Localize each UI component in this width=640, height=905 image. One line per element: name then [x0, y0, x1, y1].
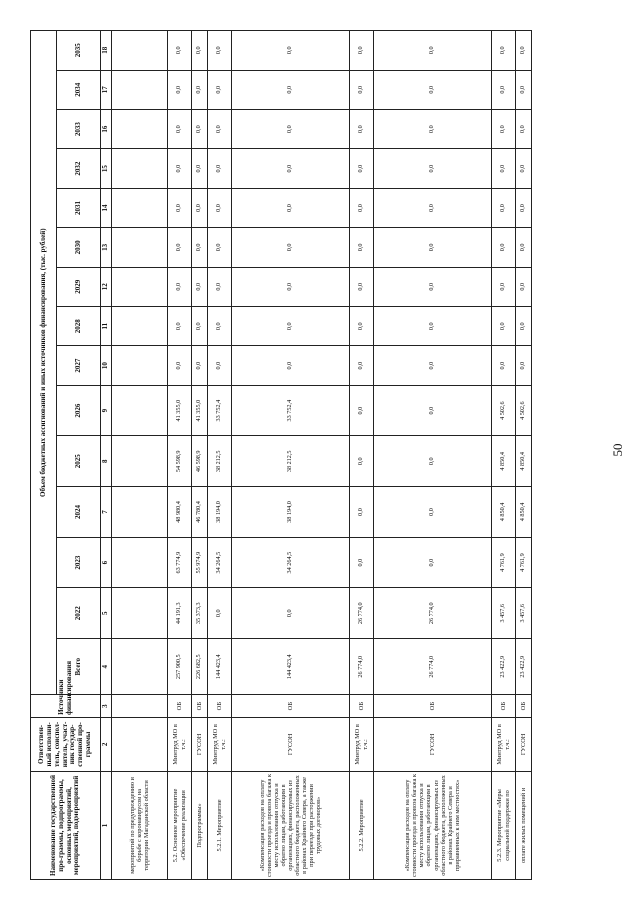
row-responsible-cell: ГУСОН: [192, 717, 208, 771]
row-value-cell: 0,0: [168, 31, 192, 71]
table-row: [232, 31, 350, 880]
table-body: [101, 31, 532, 880]
row-value-cell: 0,0: [208, 70, 232, 109]
row-value-cell: 0,0: [374, 385, 492, 436]
row-value-cell: 4 850,4: [492, 487, 516, 538]
row-value-cell: 0,0: [168, 70, 192, 109]
row-value-cell: 4 850,4: [516, 436, 532, 487]
row-name-cell: оплате жилых помещений и: [516, 771, 532, 879]
row-value-cell: 0,0: [208, 307, 232, 346]
row-responsible-cell: Минтруд МО в т.ч.:: [168, 717, 192, 771]
row-value-cell: 0,0: [492, 31, 516, 71]
column-number: 11: [101, 307, 112, 346]
row-responsible-cell: [112, 717, 168, 771]
row-value-cell: 0,0: [374, 436, 492, 487]
header-year: 2024: [57, 487, 101, 538]
table-row: [168, 31, 192, 880]
row-name-cell: 5.2. Основное мероприятие «Обеспечение реализации: [168, 771, 192, 879]
row-value-cell: 0,0: [516, 188, 532, 227]
header-year: 2031: [57, 188, 101, 227]
row-value-cell: [112, 149, 168, 188]
row-value-cell: 0,0: [374, 228, 492, 267]
row-value-cell: [112, 228, 168, 267]
row-responsible-cell: ГУСОН: [374, 717, 492, 771]
row-value-cell: [112, 70, 168, 109]
row-value-cell: 0,0: [492, 307, 516, 346]
budget-table: [30, 30, 532, 880]
row-value-cell: 0,0: [374, 307, 492, 346]
column-number: 14: [101, 188, 112, 227]
row-name-cell: 5.2.1. Мероприятие: [208, 771, 232, 879]
row-value-cell: 54 598,9: [168, 436, 192, 487]
header-source: Источники финансирования: [31, 695, 101, 718]
column-number: 17: [101, 70, 112, 109]
row-name-cell: «Компенсация расходов на оплату стоимости проезда и провоза багажа к месту использования отпуска и обратно лицам, работающим в организациях, финансируемых из областного бюджета, расположенных в районах Крайнего Севера, а также при переезде при расторжении трудовых договоров»: [232, 771, 350, 879]
row-value-cell: 0,0: [232, 188, 350, 227]
row-value-cell: 0,0: [492, 149, 516, 188]
row-value-cell: 0,0: [192, 346, 208, 385]
row-value-cell: 0,0: [208, 346, 232, 385]
row-value-cell: 0,0: [516, 31, 532, 71]
table-row: [374, 31, 492, 880]
row-value-cell: 144 423,4: [208, 639, 232, 695]
header-name: Наименование государственной про-граммы, подпрограммы, основных мероприятий, мероприятий, подмероприятий: [31, 771, 101, 879]
row-value-cell: 38 194,0: [232, 487, 350, 538]
header-year: 2026: [57, 385, 101, 436]
row-value-cell: 0,0: [168, 188, 192, 227]
row-value-cell: 0,0: [232, 307, 350, 346]
row-value-cell: 0,0: [350, 228, 374, 267]
row-source-cell: ОБ: [374, 695, 492, 718]
row-value-cell: 0,0: [350, 267, 374, 306]
row-value-cell: 0,0: [168, 346, 192, 385]
row-responsible-cell: Минтруд МО в т.ч.:: [208, 717, 232, 771]
row-value-cell: 0,0: [516, 307, 532, 346]
row-value-cell: 0,0: [232, 70, 350, 109]
row-value-cell: 4 850,4: [516, 487, 532, 538]
row-value-cell: 0,0: [516, 70, 532, 109]
row-value-cell: 0,0: [192, 267, 208, 306]
row-value-cell: 0,0: [516, 346, 532, 385]
row-value-cell: 0,0: [192, 307, 208, 346]
row-value-cell: 0,0: [374, 537, 492, 588]
row-value-cell: 41 355,0: [192, 385, 208, 436]
row-value-cell: 0,0: [350, 537, 374, 588]
row-name-cell: «Компенсация расходов на оплату стоимости проезда и провоза багажа к месту использования отпуска и обратно лицам, работающим в организациях, финансируемых из областного бюджета, расположенных в районах Крайнего Севера и приравненных к ним местностях»: [374, 771, 492, 879]
row-value-cell: 0,0: [232, 109, 350, 148]
row-value-cell: 55 974,9: [192, 537, 208, 588]
column-number: 12: [101, 267, 112, 306]
row-value-cell: 0,0: [374, 346, 492, 385]
page-number: 50: [610, 443, 625, 457]
row-value-cell: 0,0: [208, 188, 232, 227]
table-area: [30, 30, 590, 880]
table-row: [192, 31, 208, 880]
row-value-cell: [112, 267, 168, 306]
row-value-cell: 4 502,6: [492, 385, 516, 436]
row-value-cell: 0,0: [350, 149, 374, 188]
row-value-cell: 0,0: [192, 70, 208, 109]
row-value-cell: 0,0: [192, 188, 208, 227]
row-value-cell: 34 264,5: [232, 537, 350, 588]
row-value-cell: 0,0: [232, 588, 350, 639]
row-source-cell: ОБ: [350, 695, 374, 718]
row-value-cell: 23 422,9: [492, 639, 516, 695]
row-value-cell: 46 598,9: [192, 436, 208, 487]
row-value-cell: 0,0: [374, 267, 492, 306]
table-row: [492, 31, 516, 880]
header-year: 2032: [57, 149, 101, 188]
column-number: 8: [101, 436, 112, 487]
row-value-cell: 0,0: [374, 109, 492, 148]
row-value-cell: 0,0: [168, 149, 192, 188]
row-value-cell: 0,0: [192, 228, 208, 267]
row-value-cell: 0,0: [208, 267, 232, 306]
row-source-cell: [112, 695, 168, 718]
header-year: 2022: [57, 588, 101, 639]
row-value-cell: [112, 188, 168, 227]
row-value-cell: 0,0: [350, 487, 374, 538]
header-year: 2027: [57, 346, 101, 385]
row-value-cell: 0,0: [232, 346, 350, 385]
row-value-cell: 0,0: [492, 109, 516, 148]
header-total: Всего: [57, 639, 101, 695]
row-value-cell: 33 752,4: [232, 385, 350, 436]
header-year: 2034: [57, 70, 101, 109]
row-name-cell: 5.2.2. Мероприятие: [350, 771, 374, 879]
row-value-cell: 41 355,0: [168, 385, 192, 436]
row-value-cell: 46 780,4: [192, 487, 208, 538]
row-value-cell: 38 194,0: [208, 487, 232, 538]
row-value-cell: 33 752,4: [208, 385, 232, 436]
row-value-cell: 38 212,5: [208, 436, 232, 487]
row-value-cell: 0,0: [492, 346, 516, 385]
row-value-cell: 0,0: [350, 70, 374, 109]
table-row: [350, 31, 374, 880]
column-number: 9: [101, 385, 112, 436]
row-source-cell: ОБ: [516, 695, 532, 718]
row-value-cell: 257 900,5: [168, 639, 192, 695]
table-row: [208, 31, 232, 880]
column-number: 16: [101, 109, 112, 148]
row-value-cell: 35 373,3: [192, 588, 208, 639]
row-value-cell: 0,0: [350, 31, 374, 71]
row-value-cell: 3 457,6: [516, 588, 532, 639]
row-value-cell: [112, 385, 168, 436]
table-row: [516, 31, 532, 880]
row-value-cell: 0,0: [374, 70, 492, 109]
row-value-cell: 0,0: [492, 228, 516, 267]
column-number: 2: [101, 717, 112, 771]
header-year: 2028: [57, 307, 101, 346]
row-value-cell: 4 502,6: [516, 385, 532, 436]
row-value-cell: [112, 639, 168, 695]
row-value-cell: [112, 346, 168, 385]
header-volume: Объем бюджетных ассигнований и иных источников финансирования, (тыс. рублей): [31, 31, 57, 695]
row-value-cell: 0,0: [516, 149, 532, 188]
row-value-cell: 0,0: [350, 346, 374, 385]
row-value-cell: 0,0: [516, 109, 532, 148]
column-number: 4: [101, 639, 112, 695]
row-value-cell: [112, 588, 168, 639]
row-value-cell: 0,0: [192, 149, 208, 188]
row-name-cell: Подпрограммы»: [192, 771, 208, 879]
row-value-cell: 0,0: [350, 436, 374, 487]
row-value-cell: 226 682,5: [192, 639, 208, 695]
row-value-cell: 0,0: [350, 188, 374, 227]
row-value-cell: 23 422,9: [516, 639, 532, 695]
row-value-cell: 0,0: [208, 109, 232, 148]
row-value-cell: 38 212,5: [232, 436, 350, 487]
row-responsible-cell: Минтруд МО в т.ч.:: [492, 717, 516, 771]
row-responsible-cell: Минтруд МО в т.ч.:: [350, 717, 374, 771]
row-value-cell: 0,0: [208, 588, 232, 639]
row-value-cell: 0,0: [208, 228, 232, 267]
row-name-cell: мероприятий по предупреждению и борьбе с коронавирусом на территории Магаданской области: [112, 771, 168, 879]
row-value-cell: 0,0: [374, 188, 492, 227]
row-value-cell: 48 980,4: [168, 487, 192, 538]
column-number: 5: [101, 588, 112, 639]
row-value-cell: 3 457,6: [492, 588, 516, 639]
row-value-cell: [112, 436, 168, 487]
row-source-cell: ОБ: [168, 695, 192, 718]
column-number: 1: [101, 771, 112, 879]
row-value-cell: 0,0: [232, 228, 350, 267]
header-responsible: Ответствен-ный исполни-тель, соиспол-нитель, участ-ник государ-ственной про-граммы: [31, 717, 101, 771]
row-value-cell: 63 774,9: [168, 537, 192, 588]
column-number: 13: [101, 228, 112, 267]
row-value-cell: 0,0: [492, 70, 516, 109]
row-value-cell: 44 191,3: [168, 588, 192, 639]
row-source-cell: ОБ: [208, 695, 232, 718]
row-value-cell: [112, 31, 168, 71]
row-value-cell: 0,0: [350, 385, 374, 436]
row-source-cell: ОБ: [492, 695, 516, 718]
row-value-cell: [112, 109, 168, 148]
row-value-cell: 0,0: [350, 109, 374, 148]
column-number: 7: [101, 487, 112, 538]
row-value-cell: 0,0: [192, 109, 208, 148]
rotated-sheet: [30, 30, 590, 880]
row-value-cell: 0,0: [192, 31, 208, 71]
column-number: 6: [101, 537, 112, 588]
row-value-cell: 0,0: [208, 31, 232, 71]
row-source-cell: ОБ: [192, 695, 208, 718]
table-row: [112, 31, 168, 880]
row-value-cell: 4 761,9: [492, 537, 516, 588]
row-value-cell: 0,0: [208, 149, 232, 188]
header-year: 2023: [57, 537, 101, 588]
row-value-cell: 0,0: [492, 267, 516, 306]
row-value-cell: 34 264,5: [208, 537, 232, 588]
column-number: 18: [101, 31, 112, 71]
row-value-cell: 0,0: [516, 228, 532, 267]
row-value-cell: 0,0: [168, 228, 192, 267]
row-value-cell: 0,0: [232, 149, 350, 188]
row-value-cell: 0,0: [350, 307, 374, 346]
row-value-cell: 26 774,0: [350, 639, 374, 695]
column-number-row: [101, 31, 112, 880]
row-value-cell: 0,0: [168, 267, 192, 306]
row-value-cell: 26 774,0: [374, 639, 492, 695]
row-value-cell: [112, 307, 168, 346]
row-value-cell: [112, 537, 168, 588]
row-value-cell: 4 850,4: [492, 436, 516, 487]
column-number: 10: [101, 346, 112, 385]
header-year: 2029: [57, 267, 101, 306]
row-value-cell: 0,0: [232, 31, 350, 71]
row-name-cell: 5.2.3. Мероприятие «Меры социальной поддержки по: [492, 771, 516, 879]
row-value-cell: 0,0: [168, 307, 192, 346]
row-value-cell: 0,0: [168, 109, 192, 148]
header-year: 2035: [57, 31, 101, 71]
row-value-cell: 0,0: [516, 267, 532, 306]
row-responsible-cell: ГУСОН: [516, 717, 532, 771]
header-year: 2033: [57, 109, 101, 148]
row-value-cell: 26 774,0: [350, 588, 374, 639]
row-value-cell: 144 423,4: [232, 639, 350, 695]
column-number: 3: [101, 695, 112, 718]
header-year: 2025: [57, 436, 101, 487]
row-value-cell: 0,0: [374, 149, 492, 188]
row-responsible-cell: ГУСОН: [232, 717, 350, 771]
row-value-cell: [112, 487, 168, 538]
row-source-cell: ОБ: [232, 695, 350, 718]
row-value-cell: 26 774,0: [374, 588, 492, 639]
row-value-cell: 0,0: [232, 267, 350, 306]
row-value-cell: 0,0: [374, 31, 492, 71]
row-value-cell: 4 761,9: [516, 537, 532, 588]
row-value-cell: 0,0: [374, 487, 492, 538]
header-year: 2030: [57, 228, 101, 267]
column-number: 15: [101, 149, 112, 188]
row-value-cell: 0,0: [492, 188, 516, 227]
